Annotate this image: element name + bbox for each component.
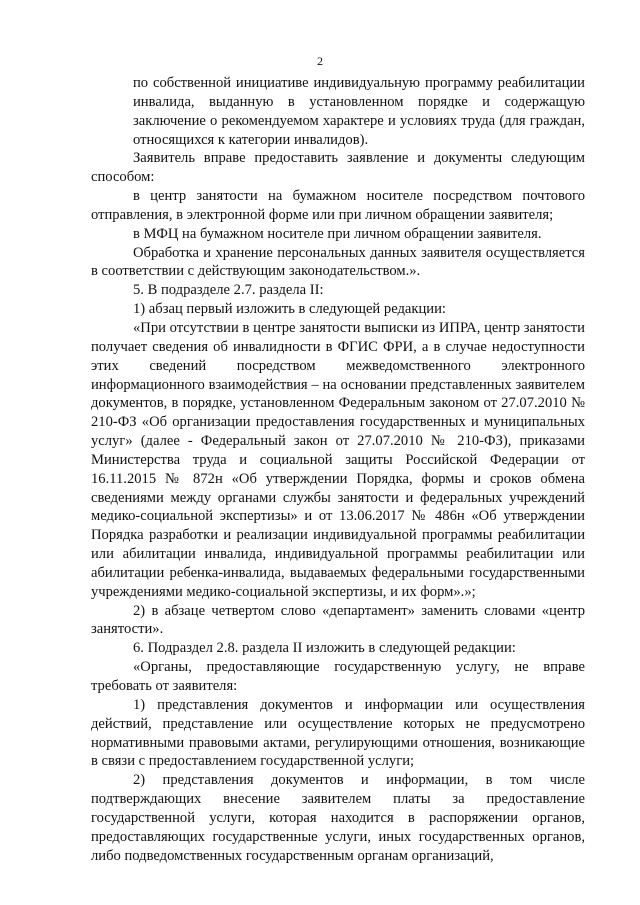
paragraph-data-processing: Обработка и хранение персональных данных заявителя осуществляется в соответствии с действующим законодательством.». — [91, 244, 585, 280]
list-item-employment-center: в центр занятости на бумажном носителе посредством почтового отправления, в электронной форме или при личном обращении заявителя; — [91, 188, 585, 223]
list-item-1: 1) представления документов и информации или осуществления действий, представление или осуществление которых не предусмотрено нормативными правовыми актами, регулирующими отношения, возникающие в связи с предоставлением государственной услуги; — [91, 696, 585, 770]
paragraph-submission-methods: Заявитель вправе предоставить заявление и документы следующим способом: — [91, 150, 585, 186]
paragraph-subitem-1: 1) абзац первый изложить в следующей редакции: — [133, 301, 446, 318]
list-item-2: 2) представления документов и информации, в том числе подтверждающих внесение заявителем платы за предоставление государственной услуги, которая находится в распоряжении органов, предоставляющих государственные услуги, иных государственных органов, либо подведомственных государственным органам организаций, — [91, 772, 585, 864]
paragraph-subitem-2: 2) в абзаце четвертом слово «департамент» заменить словами «центр занятости». — [91, 602, 585, 638]
page-number: 2 — [317, 54, 323, 68]
paragraph-item-5: 5. В подразделе 2.7. раздела II: — [133, 282, 324, 299]
paragraph-quoted-ipra: «При отсутствии в центре занятости выписки из ИПРА, центр занятости получает сведения об инвалидности в ФГИС ФРИ, а в случае недоступности этих сведений посредством межведомственного электронного информационного взаимодействия – на основании представленных заявителем документов, в порядке, установленном Федеральным законом от 27.07.2010 № 210-ФЗ «Об организации предоставления государственных и муниципальных услуг» (далее - Федеральный закон от 27.07.2010 № 210-ФЗ), приказами Министерства труда и социальной защиты Российской Федерации от 16.11.2015 № 872н «Об утверждении Порядка, формы и сроков обмена сведениями между органами службы занятости и федеральных учреждений медико-социальной экспертизы» и от 13.06.2017 № 486н «Об утверждении Порядка разработки и реализации индивидуальной программы реабилитации или абилитации инвалида, индивидуальной программы реабилитации или абилитации ребенка-инвалида, выдаваемых федеральными государственными учреждениями медико-социальной экспертизы, и их форм».»; — [91, 319, 585, 600]
paragraph-continuation: по собственной инициативе индивидуальную программу реабилитации инвалида, выданную в установленном порядке и содержащую заключение о рекомендуемом характере и условиях труда (для граждан, относящихся к категории инвалидов). — [133, 75, 585, 148]
document-body — [91, 74, 585, 865]
list-item-mfc: в МФЦ на бумажном носителе при личном обращении заявителя. — [133, 225, 542, 242]
paragraph-quoted-bodies: «Органы, предоставляющие государственную услугу, не вправе требовать от заявителя: — [91, 659, 585, 694]
paragraph-item-6: 6. Подраздел 2.8. раздела II изложить в следующей редакции: — [133, 640, 516, 657]
